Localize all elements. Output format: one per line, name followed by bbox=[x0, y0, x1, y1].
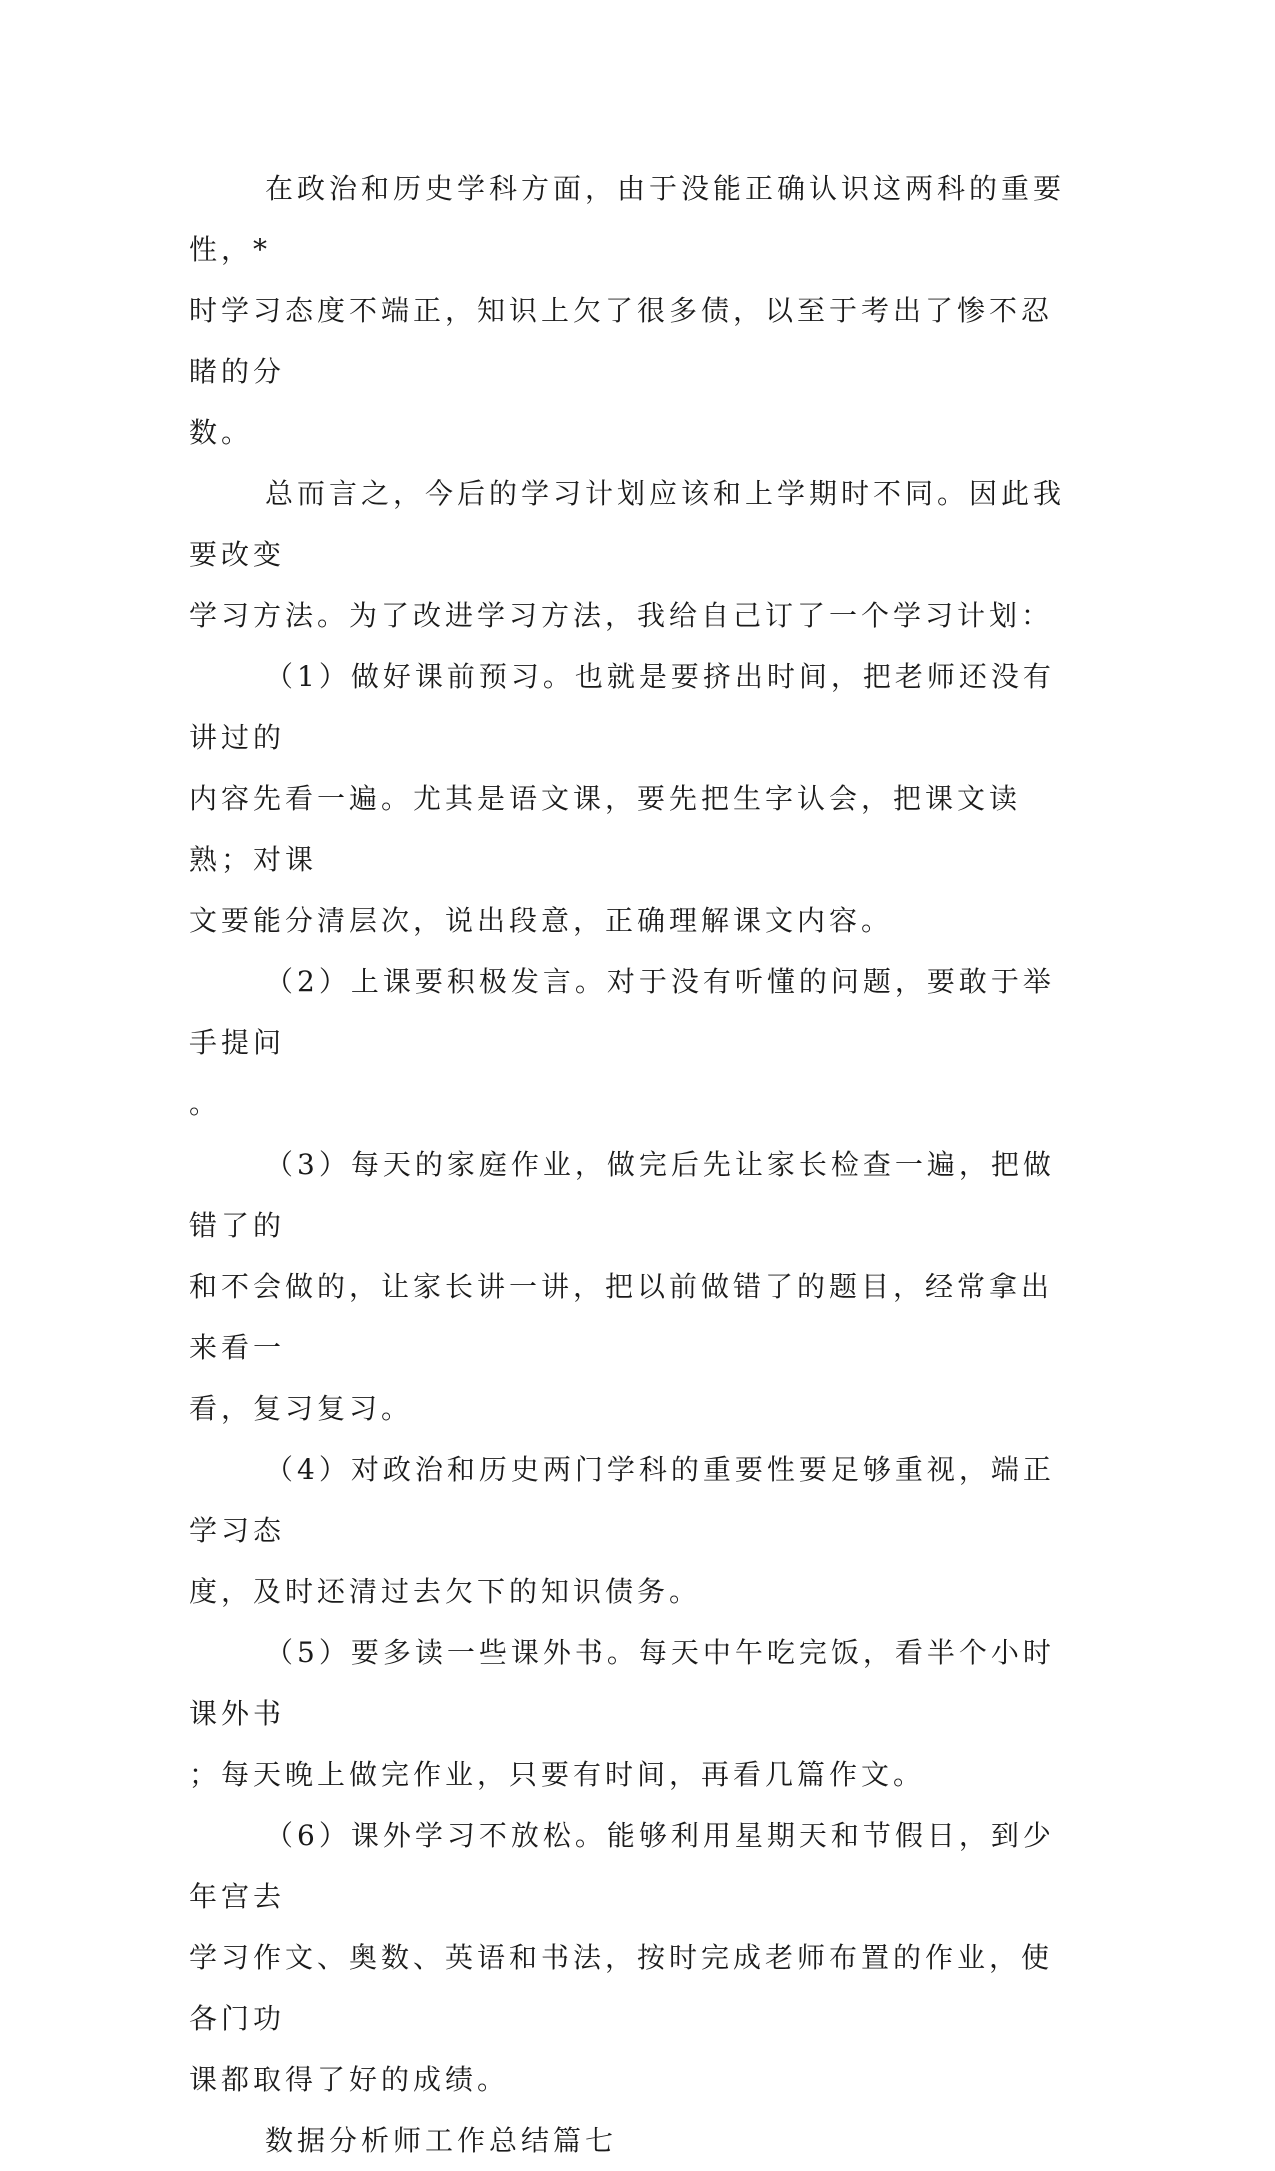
section-heading: 数据分析师工作总结篇七 bbox=[265, 2124, 618, 2157]
paragraph-plan-item-6: （6）课外学习不放松。能够利用星期天和节假日，到少年宫去 学习作文、奥数、英语和书法，按时完成老师布置的作业，使各门功 课都取得了好的成绩。 bbox=[189, 1819, 1055, 2096]
paragraph-politics-history: 在政治和历史学科方面，由于没能正确认识这两科的重要性，* 时学习态度不端正，知识上欠了很多债，以至于考出了惨不忍睹的分 数。 bbox=[189, 172, 1066, 449]
paragraph-plan-item-1: （1）做好课前预习。也就是要挤出时间，把老师还没有讲过的 内容先看一遍。尤其是语文课，要先把生字认会，把课文读熟；对课 文要能分清层次，说出段意，正确理解课文内容。 bbox=[189, 660, 1055, 937]
paragraph-plan-item-3: （3）每天的家庭作业，做完后先让家长检查一遍，把做错了的 和不会做的，让家长讲一讲，把以前做错了的题目，经常拿出来看一 看，复习复习。 bbox=[189, 1148, 1055, 1425]
paragraph-plan-item-4: （4）对政治和历史两门学科的重要性要足够重视，端正学习态 度，及时还清过去欠下的知识债务。 bbox=[189, 1453, 1055, 1608]
paragraph-summary: 总而言之，今后的学习计划应该和上学期时不同。因此我要改变 学习方法。为了改进学习方法，我给自己订了一个学习计划： bbox=[189, 477, 1066, 632]
paragraph-plan-item-5: （5）要多读一些课外书。每天中午吃完饭，看半个小时课外书 ；每天晚上做完作业，只要有时间，再看几篇作文。 bbox=[189, 1636, 1055, 1791]
paragraph-plan-item-2: （2）上课要积极发言。对于没有听懂的问题，要敢于举手提问 。 bbox=[189, 965, 1055, 1120]
document-body bbox=[189, 158, 1069, 2171]
